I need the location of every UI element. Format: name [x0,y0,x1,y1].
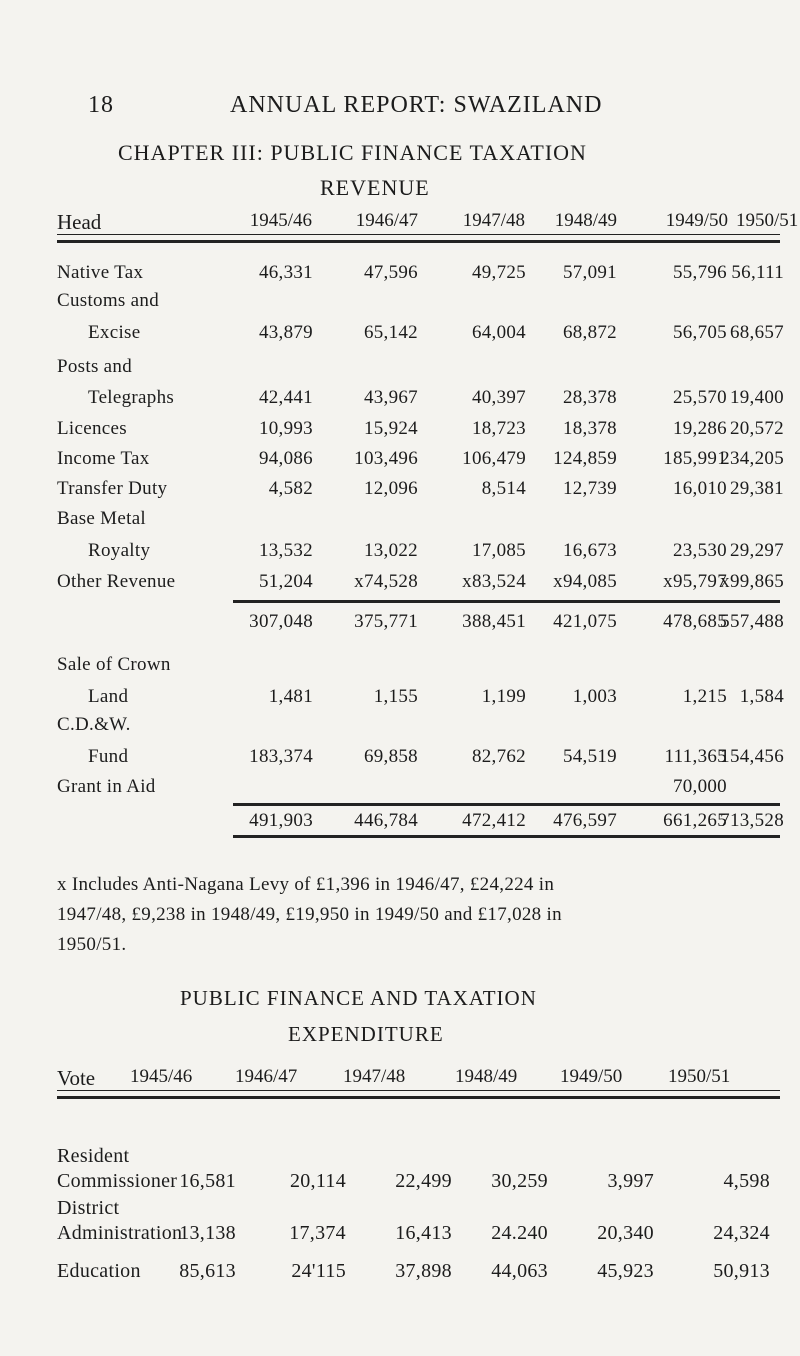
year-header: 1949/50 [665,210,728,231]
table-cell: 4,598 [723,1170,770,1192]
table-cell: x74,528 [354,571,418,592]
row-label: Fund [88,746,129,767]
table-cell: 375,771 [354,611,418,632]
table-cell: 12,096 [363,478,418,499]
table-cell: 24,324 [713,1222,770,1244]
total-rule-bottom [233,835,780,838]
year-header: 1946/47 [355,210,418,231]
table-cell: 124,859 [553,448,617,469]
table-cell: 1,215 [682,686,727,707]
table-cell: 491,903 [249,810,313,831]
table-cell: 16,010 [672,478,727,499]
table-cell: 154,456 [720,746,784,767]
row-label: Income Tax [57,448,150,469]
table-cell: 1,584 [739,686,784,707]
table-cell: 8,514 [481,478,526,499]
table-cell: 16,673 [562,540,617,561]
table-cell: 68,657 [729,322,784,343]
row-label: Telegraphs [88,387,175,408]
table-cell: 17,374 [289,1222,346,1244]
table-cell: 56,705 [672,322,727,343]
table-cell: 3,997 [607,1170,654,1192]
year-header: 1945/46 [130,1066,193,1087]
footnote-line: x Includes Anti-Nagana Levy of £1,396 in 1946/47, £24,224 in [57,874,555,895]
table-cell: 44,063 [491,1260,548,1282]
table-cell: 42,441 [258,387,313,408]
table-cell: 1,481 [268,686,313,707]
table-cell: 22,499 [395,1170,452,1192]
header-rule-bottom [57,240,780,243]
row-label: Other Revenue [57,571,176,592]
year-header: 1950/51 [668,1066,731,1087]
table-cell: 68,872 [562,322,617,343]
row-label: Transfer Duty [57,478,168,499]
table-cell: 20,114 [289,1170,346,1192]
table-cell: 23,530 [672,540,727,561]
table-cell: 4,582 [268,478,313,499]
table-cell: 40,397 [471,387,526,408]
chapter-title: CHAPTER III: PUBLIC FINANCE TAXATION [118,140,587,165]
table-cell: 18,378 [562,418,617,439]
row-label: Land [88,686,129,707]
table-cell: 10,993 [258,418,313,439]
subtotal-rule [233,600,780,603]
table-cell: 18,723 [471,418,526,439]
row-label: Administration [57,1222,183,1244]
exp-header-rule-top [57,1090,780,1091]
table-cell: 472,412 [462,810,526,831]
table-cell: 19,286 [672,418,727,439]
table-cell: 30,259 [491,1170,548,1192]
year-header: 1948/49 [554,210,617,231]
row-label: Customs and [57,290,160,311]
running-header: ANNUAL REPORT: SWAZILAND [230,92,603,118]
expenditure-title-line2: EXPENDITURE [288,1022,444,1046]
year-header: 1949/50 [560,1066,623,1087]
row-label: District [57,1197,120,1219]
table-cell: 50,913 [713,1260,770,1282]
table-cell: 25,570 [672,387,727,408]
table-cell: x99,865 [720,571,784,592]
row-label: Posts and [57,356,133,377]
table-cell: 43,967 [363,387,418,408]
table-cell: 65,142 [363,322,418,343]
year-header: 1945/46 [249,210,312,231]
table-cell: 19,400 [729,387,784,408]
row-label: Sale of Crown [57,654,171,675]
table-cell: 12,739 [562,478,617,499]
exp-header-rule-bottom [57,1096,780,1099]
table-cell: 82,762 [471,746,526,767]
row-label: Education [57,1260,141,1282]
table-cell: 20,572 [729,418,784,439]
table-cell: 29,297 [729,540,784,561]
table-cell: 103,496 [354,448,418,469]
table-cell: 28,378 [562,387,617,408]
table-cell: 1,155 [373,686,418,707]
head-column-label: Head [57,210,102,234]
table-cell: 307,048 [249,611,313,632]
table-cell: x83,524 [462,571,526,592]
row-label: C.D.&W. [57,714,131,735]
row-label: Resident [57,1145,130,1167]
table-cell: 55,796 [672,262,727,283]
table-cell: x94,085 [553,571,617,592]
table-cell: x95,797 [663,571,727,592]
table-cell: 13,138 [179,1222,236,1244]
table-cell: 446,784 [354,810,418,831]
table-cell: 16,413 [395,1222,452,1244]
year-header: 1947/48 [462,210,525,231]
table-cell: 557,488 [720,611,784,632]
header-rule-top [57,234,780,235]
table-cell: 37,898 [395,1260,452,1282]
row-label: Royalty [88,540,151,561]
table-cell: 24.240 [491,1222,548,1244]
table-cell: 94,086 [258,448,313,469]
table-cell: 476,597 [553,810,617,831]
table-cell: 64,004 [471,322,526,343]
table-cell: 111,365 [664,746,727,767]
table-cell: 29,381 [729,478,784,499]
table-cell: 185,991 [663,448,727,469]
table-cell: 421,075 [553,611,617,632]
table-cell: 1,003 [572,686,617,707]
table-cell: 46,331 [258,262,313,283]
total-rule-top [233,803,780,806]
table-cell: 106,479 [462,448,526,469]
row-label: Grant in Aid [57,776,156,797]
page-number: 18 [88,92,114,118]
table-cell: 713,528 [720,810,784,831]
table-cell: 70,000 [672,776,727,797]
table-cell: 234,205 [720,448,784,469]
table-cell: 24'115 [291,1260,346,1282]
table-cell: 49,725 [471,262,526,283]
table-cell: 183,374 [249,746,313,767]
year-header: 1947/48 [343,1066,406,1087]
table-cell: 388,451 [462,611,526,632]
table-cell: 43,879 [258,322,313,343]
year-header: 1946/47 [235,1066,298,1087]
table-cell: 17,085 [471,540,526,561]
table-cell: 13,022 [363,540,418,561]
table-cell: 15,924 [363,418,418,439]
table-cell: 54,519 [562,746,617,767]
table-cell: 1,199 [481,686,526,707]
row-label: Licences [57,418,127,439]
table-cell: 47,596 [363,262,418,283]
table-cell: 51,204 [258,571,313,592]
footnote-line: 1950/51. [57,934,127,955]
year-header: 1950/51 [736,210,799,231]
row-label: Native Tax [57,262,144,283]
table-cell: 20,340 [597,1222,654,1244]
table-cell: 661,265 [663,810,727,831]
revenue-title: REVENUE [320,175,430,200]
table-cell: 16,581 [179,1170,236,1192]
row-label: Excise [88,322,141,343]
table-cell: 56,111 [731,262,784,283]
table-cell: 85,613 [179,1260,236,1282]
row-label: Base Metal [57,508,147,529]
table-cell: 69,858 [363,746,418,767]
table-cell: 45,923 [597,1260,654,1282]
expenditure-title-line1: PUBLIC FINANCE AND TAXATION [180,986,537,1010]
table-cell: 57,091 [562,262,617,283]
year-header: 1948/49 [455,1066,518,1087]
row-label: Commissioner [57,1170,178,1192]
table-cell: 13,532 [258,540,313,561]
footnote-line: 1947/48, £9,238 in 1948/49, £19,950 in 1949/50 and £17,028 in [57,904,562,925]
vote-column-label: Vote [57,1066,96,1090]
table-cell: 478,685 [663,611,727,632]
